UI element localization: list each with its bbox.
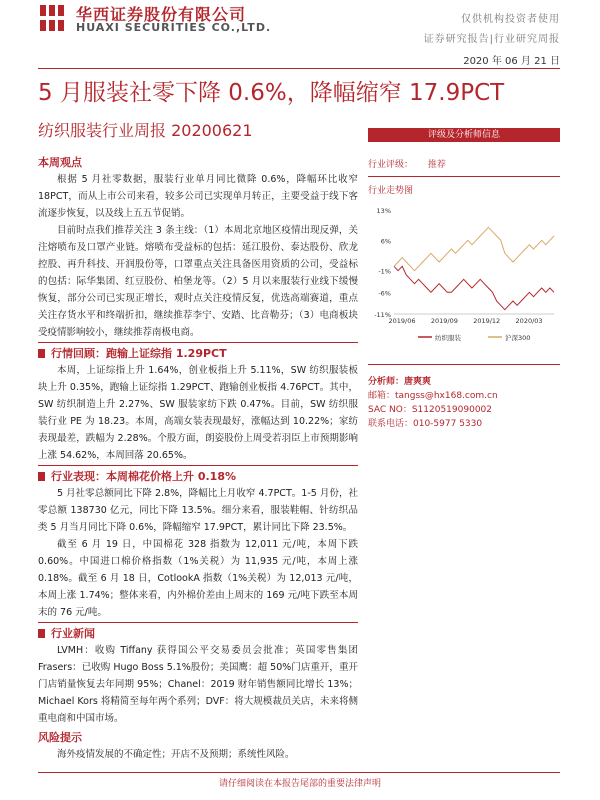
series-line-1 <box>394 266 554 309</box>
report-type: 证券研究报告|行业研究周报 <box>423 34 560 45</box>
footer-divider <box>38 772 560 773</box>
section-title-market: 行情回顾：跑输上证综指 1.29PCT <box>51 347 227 360</box>
analyst-sac: SAC NO：S1120519090002 <box>368 405 492 415</box>
sidebar <box>368 128 560 431</box>
bullet-icon <box>38 629 45 638</box>
section-title-news: 行业新闻 <box>51 627 95 640</box>
trend-label: 行业走势图 <box>368 186 414 196</box>
analyst-name: 唐爽爽 <box>404 377 432 387</box>
y-tick-label: 13% <box>376 207 391 215</box>
market-paragraph: 本周，上证综指上升 1.64%，创业板指上升 5.11%，SW 纺织服装板块上升 0.35%，跑输上证综指 1.29PCT、跑输创业板指 4.76PCT。其中，SW 纺织制造上升 2.27%、SW 服装家纺下跌 0.47%。目前，SW 纺织服装行业 PE 为 18.23。本周，高端女装表现最好，涨幅达到 10.22%；家纺表现最差，跌幅为 2.28%。个股方面，朗姿股份上周受若羽臣上市预期影响上涨 54.62%，本周回落 20.65%。 <box>38 365 358 461</box>
risk-paragraph: 海外疫情发展的不确定性；开店不及预期；系统性风险。 <box>57 749 295 760</box>
view-paragraph-1: 根据 5 月社零数据，服装行业单月同比微降 0.6%，降幅环比收窄 18PCT，而从上市公司来看，较多公司已实现单月转正，主要受益于线下客流逐步恢复，以及线上五五节促销。 <box>38 174 358 219</box>
analyst-row <box>368 375 560 389</box>
report-date: 2020 年 06 月 21 日 <box>463 56 560 67</box>
trend-chart-container <box>368 202 560 365</box>
section-title-industry: 行业表现：本周棉花价格上升 0.18% <box>51 470 236 483</box>
header-divider <box>38 68 560 69</box>
legend-label: 纺织服装 <box>435 334 461 342</box>
analyst-email: 邮箱：tangss@hx168.com.cn <box>368 391 498 401</box>
main-content <box>38 152 358 763</box>
y-tick-label: -6% <box>378 289 391 298</box>
section-divider <box>38 622 358 623</box>
section-title-view: 本周观点 <box>38 156 82 169</box>
section-industry <box>38 468 358 485</box>
industry-paragraph-1: 5 月社零总额同比下降 2.8%，降幅比上月收窄 4.7PCT。1-5 月份，社零总额 138730 亿元，同比下降 13.5%。细分来看，服装鞋帽、针纺织品类 5 月当月同比下降 0.6%，降幅缩窄 17.9PCT，累计同比下降 23.5%。 <box>38 488 358 533</box>
view-paragraph-2: 目前时点我们推荐关注 3 条主线：（1）本周北京地区疫情出现反弹，关注熔喷布及口罩产业链。熔喷布受益标的包括：延江股份、泰达股份、欣龙控股、再升科技、开润股份等，口罩重点关注具备医用资质的公司，受益标的包括：际华集团、红豆股份、柏堡龙等。（2）5 月以来服装行业线下缓慢恢复，部分公司已实现正增长，观时点关注疫情反复，优选高端赛道，重点关注存货水平和终端折扣，继续推荐李宁、安踏、比音勒芬；（3）电商板块受疫情影响较小，继续推荐南极电商。 <box>38 225 358 338</box>
analyst-label: 分析师： <box>368 377 405 387</box>
section-divider <box>38 465 358 466</box>
tagline: 仅供机构投资者使用 <box>461 14 560 25</box>
news-paragraph: LVMH：收购 Tiffany 获得国公平交易委员会批准；英国零售集团 Frasers：已收购 Hugo Boss 5.1%股份；美国鹰：超 50%门店重开，重开门店销量恢复去年同期 95%；Chanel：2019 财年销售额同比增长 13%；Michael Kors 将精简至每年两个系列；DVF：将大规模裁员关店，未来将侧重电商和中国市场。 <box>38 645 358 724</box>
x-tick-label: 2020/03 <box>515 317 543 325</box>
series-line-2 <box>394 227 554 270</box>
y-tick-label: -1% <box>378 267 391 276</box>
section-news <box>38 625 358 642</box>
x-tick-label: 2019/09 <box>430 317 458 325</box>
industry-paragraph-2: 截至 6 月 19 日，中国棉花 328 指数为 12,011 元/吨，本周下跌 0.60%。中国进口棉价格指数（1%关税）为 11,935 元/吨，本周上涨 0.18%。截至 6 月 18 日，CotlookA 指数（1%关税）为 12,013 元/吨，本周上涨 1.74%；整体来看，内外棉价差由上周末的 169 元/吨下跌至本周末的 76 元/吨。 <box>38 539 358 618</box>
rating-label: 行业评级： <box>368 160 414 170</box>
section-market <box>38 345 358 362</box>
huaxi-logo <box>38 3 66 33</box>
x-tick-label: 2019/12 <box>473 317 501 325</box>
company-name-cn: 华西证券股份有限公司 <box>76 5 247 24</box>
trend-chart <box>368 202 560 352</box>
analyst-phone: 联系电话：010-5977 5330 <box>368 419 483 429</box>
sidebar-header: 评级及分析师信息 <box>368 128 560 142</box>
page-subtitle: 纺织服装行业周报 20200621 <box>38 121 253 140</box>
page-title: 5 月服装社零下降 0.6%，降幅缩窄 17.9PCT <box>38 80 505 106</box>
bullet-icon <box>38 472 45 481</box>
legend-label: 沪深300 <box>505 334 531 342</box>
section-title-risk: 风险提示 <box>38 731 82 744</box>
x-tick-label: 2019/06 <box>388 317 416 325</box>
footer-disclaimer: 请仔细阅读在本报告尾部的重要法律声明 <box>218 779 381 789</box>
rating-value: 推荐 <box>427 160 446 170</box>
company-name-en: HUAXI SECURITIES CO.,LTD. <box>76 21 272 34</box>
y-tick-label: 6% <box>380 237 391 246</box>
y-tick-label: -11% <box>374 311 391 319</box>
analyst-info <box>368 375 560 431</box>
rating-row <box>368 154 560 177</box>
bullet-icon <box>38 349 45 358</box>
section-divider <box>38 342 358 343</box>
